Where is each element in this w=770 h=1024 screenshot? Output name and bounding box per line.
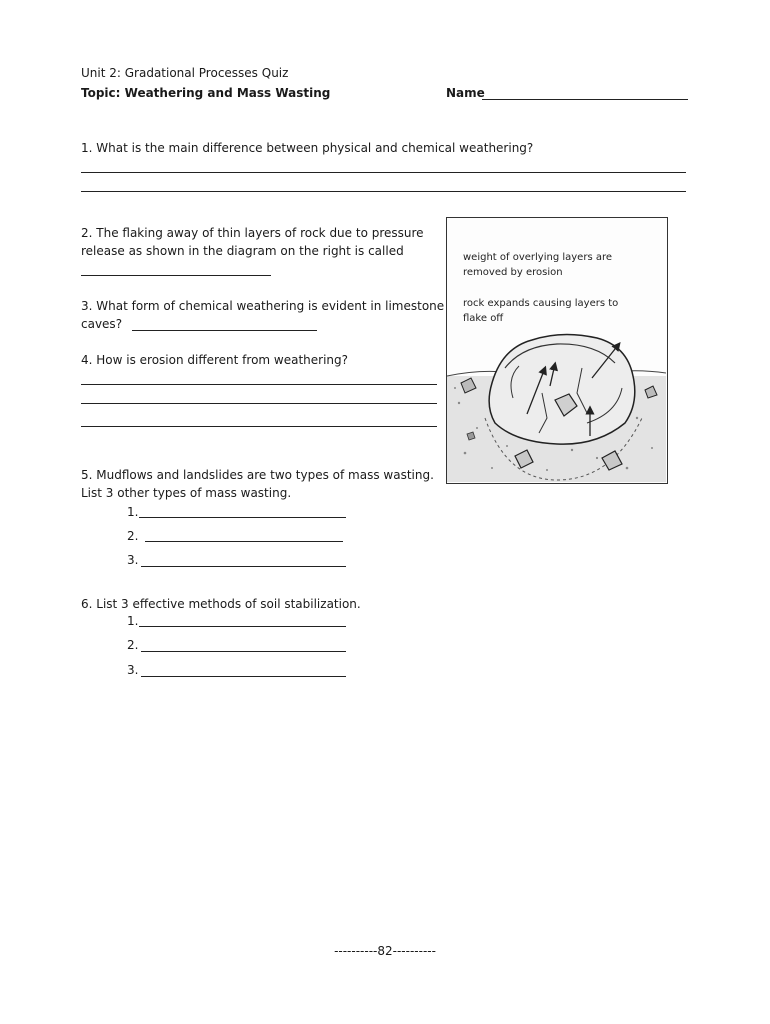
q1-answer-line-1[interactable] <box>81 172 686 173</box>
rock-illustration <box>447 218 666 482</box>
q5-answer-line-1[interactable] <box>139 517 346 518</box>
q3-answer-line[interactable] <box>132 330 317 331</box>
q4-answer-line-3[interactable] <box>81 426 437 427</box>
q5-item-number-1: 1. <box>127 505 139 519</box>
q5-answer-line-3[interactable] <box>141 566 346 567</box>
name-label: Name <box>446 86 485 100</box>
q1-answer-line-2[interactable] <box>81 191 686 192</box>
quiz-unit-title: Unit 2: Gradational Processes Quiz <box>81 66 289 80</box>
q6-answer-line-1[interactable] <box>139 626 346 627</box>
caption-erosion-line-2: removed by erosion <box>463 267 563 278</box>
q4-answer-line-2[interactable] <box>81 403 437 404</box>
question-3-line-2: caves? <box>81 317 123 331</box>
caption-expansion-line-1: rock expands causing layers to <box>463 298 619 309</box>
name-answer-line[interactable] <box>482 99 688 100</box>
q6-answer-line-3[interactable] <box>141 676 346 677</box>
question-3-line-1: 3. What form of chemical weathering is evident in limestone <box>81 299 445 313</box>
question-6: 6. List 3 effective methods of soil stabilization. <box>81 597 361 611</box>
caption-erosion-line-1: weight of overlying layers are <box>463 252 612 263</box>
question-5-line-1: 5. Mudflows and landslides are two types of mass wasting. <box>81 468 434 482</box>
q6-item-number-1: 1. <box>127 614 139 628</box>
q5-item-number-2: 2. <box>127 529 139 543</box>
q5-item-number-3: 3. <box>127 553 139 567</box>
exfoliation-diagram <box>446 217 668 484</box>
q6-answer-line-2[interactable] <box>141 651 346 652</box>
q6-item-number-2: 2. <box>127 638 139 652</box>
question-4: 4. How is erosion different from weathering? <box>81 353 349 367</box>
q4-answer-line-1[interactable] <box>81 384 437 385</box>
page-number: ----------82---------- <box>334 944 436 958</box>
question-1: 1. What is the main difference between physical and chemical weathering? <box>81 141 534 155</box>
question-2-line-1: 2. The flaking away of thin layers of rock due to pressure <box>81 226 424 240</box>
q6-item-number-3: 3. <box>127 663 139 677</box>
quiz-topic: Topic: Weathering and Mass Wasting <box>81 86 331 100</box>
question-5-line-2: List 3 other types of mass wasting. <box>81 486 292 500</box>
q5-answer-line-2[interactable] <box>145 541 343 542</box>
q2-answer-line[interactable] <box>81 275 271 276</box>
question-2-line-2: release as shown in the diagram on the right is called <box>81 244 404 258</box>
caption-expansion-line-2: flake off <box>463 313 504 324</box>
